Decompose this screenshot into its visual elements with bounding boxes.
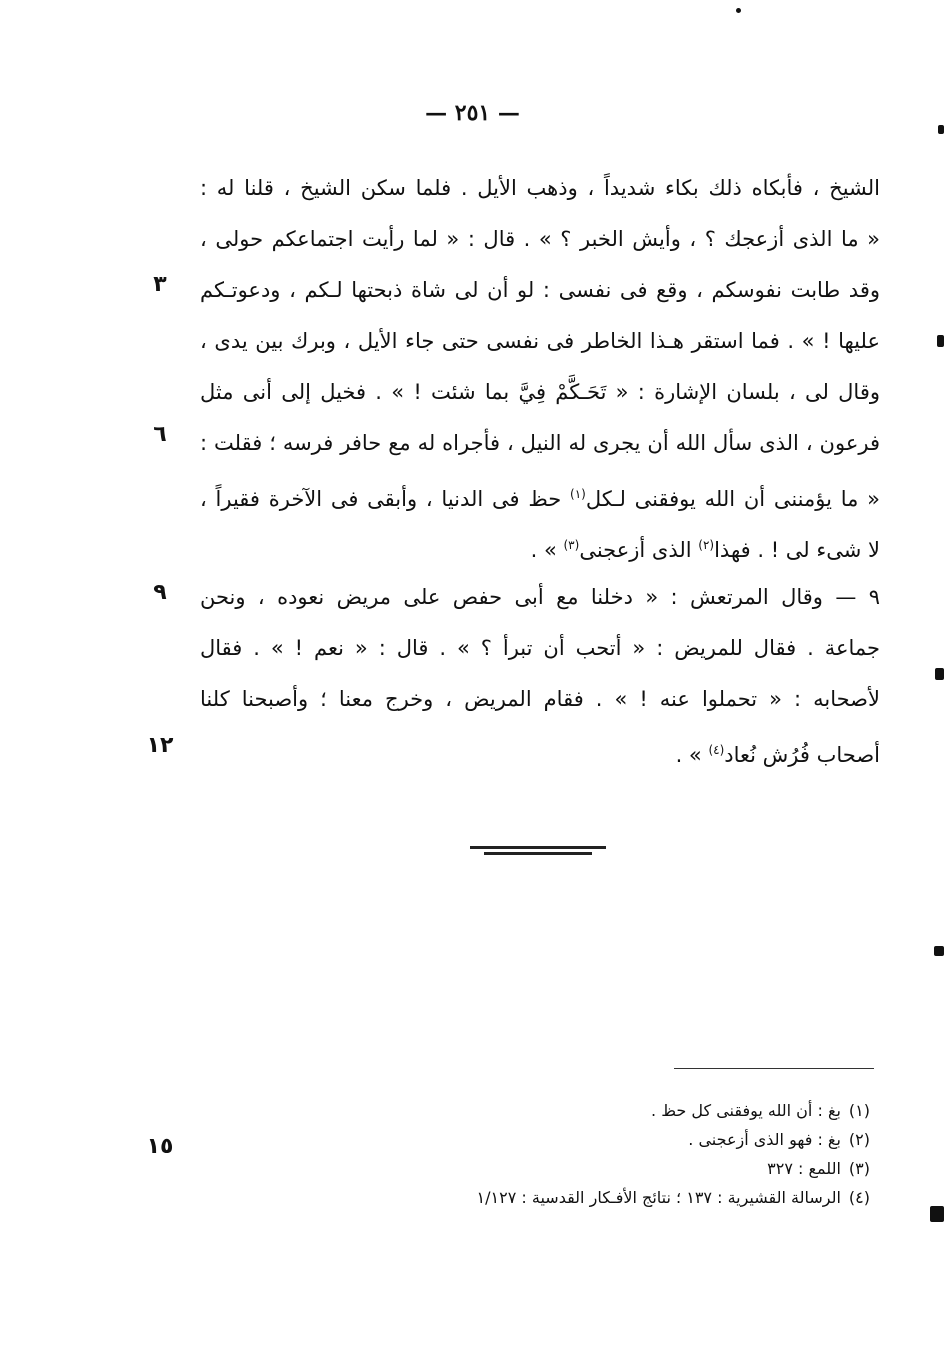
footnote — [380, 1125, 870, 1154]
margin-line-number: ٩ — [153, 580, 167, 605]
margin-line-number: ١٢ — [146, 733, 174, 758]
text-segment: حظ فى الدنيا ، وأبقى فى الآخرة فقيراً ، — [200, 487, 571, 511]
footnote-number: (١) — [848, 1101, 870, 1120]
footnote-ref[interactable]: (٤) — [708, 743, 725, 757]
footnote-text: بغ : أن الله يوفقنى كل حظ . — [651, 1101, 841, 1120]
footnote-ref[interactable]: (٢) — [698, 538, 715, 552]
text-line: لأصحابه : « تحملوا عنه ! » . فقام المريض ، وخرج معنا ؛ وأصبحنا كلنا — [200, 687, 880, 711]
scan-speck — [736, 8, 741, 13]
text-line: فرعون ، الذى سأل الله أن يجرى له النيل ، فأجراه له مع حافر فرسه ؛ فقلت : — [200, 431, 880, 455]
divider-rule — [484, 852, 592, 855]
footnote-number: (٢) — [848, 1130, 870, 1149]
footnote-ref[interactable]: (٣) — [563, 538, 580, 552]
footnote — [380, 1096, 870, 1125]
text-line: الشيخ ، فأبكاه ذلك بكاء شديداً ، وذهب الأيل . فلما سكن الشيخ ، قلنا له : — [200, 176, 880, 200]
text-line: « ما الذى أزعجك ؟ ، وأيش الخبر ؟ » . قال : « لما رأيت اجتماعكم حولى ، — [200, 227, 880, 251]
scan-speck — [934, 946, 944, 956]
text-line: وقال لى ، بلسان الإشارة : « تَحَـكَّمْ فِيَّ بما شئت ! » . فخيل إلى أنى مثل — [200, 380, 880, 404]
page-number: — ٢٥١ — — [425, 100, 520, 126]
text-segment: » . — [530, 538, 564, 562]
footnote — [380, 1183, 870, 1212]
margin-line-number: ٦ — [153, 422, 167, 447]
text-line: عليها ! » . فما استقر هـذا الخاطر فى نفسى حتى جاء الأيل ، وبرك بين يدى ، — [200, 329, 880, 353]
footnotes — [380, 1096, 870, 1212]
footnote-text: اللمع : ٣٢٧ — [767, 1159, 841, 1178]
scan-speck — [930, 1206, 944, 1222]
footnote-text: الرسالة القشيرية : ١٣٧ ؛ نتائج الأفـكار القدسية : ١/١٢٧ — [476, 1188, 841, 1207]
text-segment: الذى أزعجنى — [579, 538, 699, 562]
text-line: ٩ — وقال المرتعش : « دخلنا مع أبى حفص على مريض نعوده ، ونحن — [200, 585, 880, 609]
footnote-text: بغ : فهو الذى أزعجنى . — [688, 1130, 841, 1149]
text-segment: أصحاب فُرُش نُعاد — [724, 743, 880, 767]
divider-rule — [470, 846, 606, 849]
footnote-number: (٣) — [848, 1159, 870, 1178]
footnote — [380, 1154, 870, 1183]
text-segment: « ما يؤمننى أن الله يوفقنى لـكل — [585, 487, 880, 511]
scan-speck — [937, 335, 944, 347]
scan-speck — [935, 668, 944, 680]
text-line: جماعة . فقال للمريض : « أتحب أن تبرأ ؟ » . قال : « نعم ! » . فقال — [200, 636, 880, 660]
text-line — [200, 725, 880, 776]
footnote-rule — [674, 1068, 874, 1069]
text-segment: لا شىء لى ! . فهذا — [714, 538, 880, 562]
paragraph-2 — [200, 572, 880, 776]
footnote-ref[interactable]: (١) — [570, 487, 586, 501]
margin-line-number: ٣ — [153, 272, 167, 297]
margin-line-number: ١٥ — [146, 1134, 174, 1159]
text-segment: » . — [675, 743, 709, 767]
scan-speck — [938, 125, 944, 134]
text-line — [200, 469, 880, 520]
text-line — [200, 520, 880, 571]
paragraph-1 — [200, 163, 880, 571]
footnote-number: (٤) — [848, 1188, 870, 1207]
section-divider — [470, 846, 606, 855]
text-line: وقد طابت نفوسكم ، وقع فى نفسى : لو أن لى شاة ذبحتها لـكم ، ودعوتـكم — [200, 278, 880, 302]
